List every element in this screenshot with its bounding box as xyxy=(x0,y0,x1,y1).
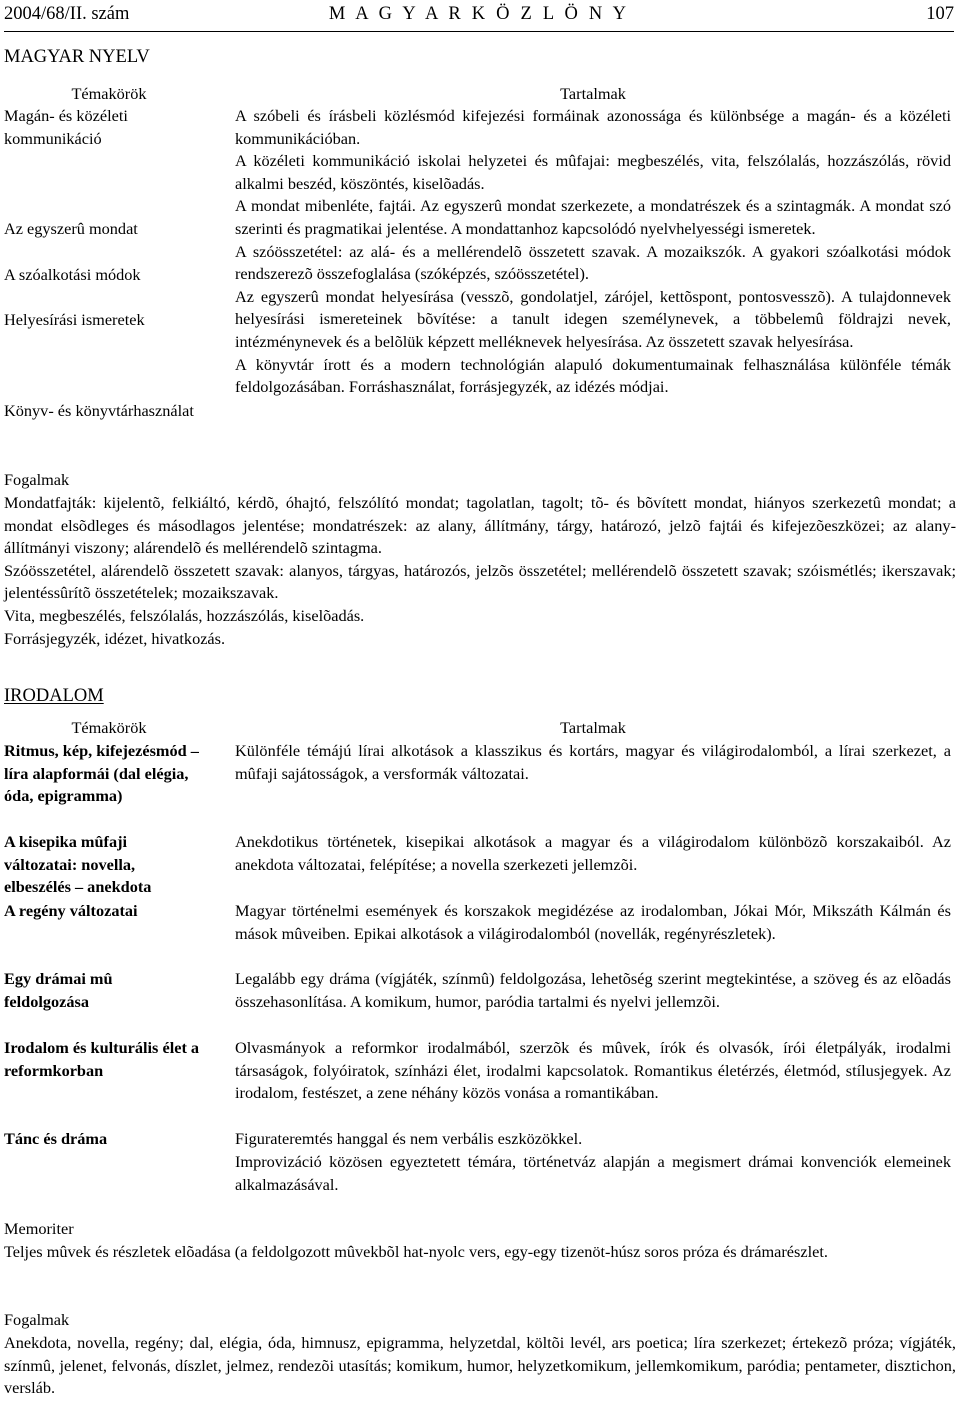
content-paragraph: A szóbeli és írásbeli közlésmód kifejezési formáinak azonossága és különbsége a magán- és a közéleti kommunikációban. xyxy=(235,106,951,148)
col-head-contents-irodalom: Tartalmak xyxy=(560,718,626,737)
col-head-contents-magyar: Tartalmak xyxy=(560,84,626,103)
topic-item: Ritmus, kép, kifejezésmód – líra alapformái (dal elégia, óda, epigramma) xyxy=(4,741,199,806)
content-paragraph: Olvasmányok a reformkor irodalmából, szerzõk és mûvek, írók és olvasók, írói életpályák, irodalmi társaságok, folyóiratok, színházi élet, irodalmi kapcsolatok. Romantikus életérzés, életmód, stílusjegyek. Az irodalom, festészet, a zene néhány közös vonása a romantikában. xyxy=(235,1038,951,1103)
topic-item: Irodalom és kulturális élet a reformkorban xyxy=(4,1038,200,1080)
content-paragraph: Különféle témájú lírai alkotások a klasszikus és kortárs, magyar és világirodalomból, a lírai szerkezet, a mûfaji sajátosságok, a versformák változatai. xyxy=(235,741,951,783)
content-paragraph: A mondat mibenléte, fajtái. Az egyszerû mondat szerkezete, a mondatrészek és a szintagmák. A mondat szó szerinti és pragmatikai jelentése. A mondattanhoz kapcsolódó nyelvhelyességi ismeretek. xyxy=(235,196,951,238)
col-head-topics-irodalom: Témakörök xyxy=(71,718,147,737)
col-head-topics-magyar: Témakörök xyxy=(71,84,147,103)
content-paragraph: Legalább egy dráma (vígjáték, színmû) feldolgozása, lehetõség szerint megtekintése, a szöveg és az elõadás összehasonlítása. A komikum, humor, paródia tartalmi és nyelvi jellemzõi. xyxy=(235,969,951,1011)
page-number: 107 xyxy=(926,4,954,24)
fogalmak-label-magyar: Fogalmak xyxy=(4,470,70,489)
topic-item: A kisepika mûfaji változatai: novella, elbeszélés – anekdota xyxy=(4,832,152,897)
content-paragraph: Improvizáció közösen egyeztetett témára, történetváz alapján a megismert drámai konvenciók elemeinek alkalmazásával. xyxy=(235,1152,951,1194)
topic-item: Egy drámai mû feldolgozása xyxy=(4,969,113,1011)
content-paragraph: Magyar történelmi események és korszakok megidézése az irodalomban, Jókai Mór, Mikszáth Kálmán és mások mûveiben. Epikai alkotások a világirodalomból (novellák, regényrészletek). xyxy=(235,901,951,943)
topic-item: A regény változatai xyxy=(4,901,138,920)
topic-item: Helyesírási ismeretek xyxy=(4,310,145,329)
fogalmak-paragraph: Szóösszetétel, alárendelõ összetett szavak: alanyos, tárgyas, határozós, jelzõs összetétel; mellérendelõ összetett szavak; szóismétlés; ikerszavak; jelentéssûrítõ összetételek; mozaikszavak. xyxy=(4,560,956,603)
header-rule xyxy=(4,31,954,32)
fogalmak-label-irodalom: Fogalmak xyxy=(4,1310,70,1329)
topic-item: Tánc és dráma xyxy=(4,1129,108,1148)
content-paragraph: A könyvtár írott és a modern technológián alapuló dokumentumainak felhasználása különféle témák feldolgozásában. Forráshasználat, forrásjegyzék, az idézés módjai. xyxy=(235,354,951,397)
topic-item: Magán- és közéleti kommunikáció xyxy=(4,106,128,148)
content-paragraph: A szóösszetétel: az alá- és a mellérendelõ összetett szavak. A mozaikszók. A gyakori szóalkotási módok rendszerezõ összefoglalása (szóképzés, szóösszetétel). xyxy=(235,241,951,284)
journal-title: M A G Y A R K Ö Z L Ö N Y xyxy=(328,4,630,24)
fogalmak-paragraph: Vita, megbeszélés, felszólalás, hozzászólás, kiselõadás. xyxy=(4,605,365,625)
section-title-irodalom: IRODALOM xyxy=(4,686,104,706)
content-paragraph: Figurateremtés hanggal és nem verbális eszközökkel. xyxy=(235,1129,583,1148)
contents-list-magyar xyxy=(235,105,951,399)
section-title-magyar: MAGYAR NYELV xyxy=(4,47,150,67)
fogalmak-paragraph: Forrásjegyzék, idézet, hivatkozás. xyxy=(4,628,226,648)
fogalmak-paragraph: Mondatfajták: kijelentõ, felkiáltó, kérdõ, óhajtó, felszólító mondat; tagolatlan, tagolt; tõ- és bõvített mondat, hiányos szerkezetû mondat; a mondat elsõdleges és másodlagos jelentése; mondatrészek: az alany, állítmány, tárgy, határozó, jelzõ fajtái és kifejezõeszközei; az alany-állítmányi viszony; alárendelõ és mellérendelõ szintagma. xyxy=(4,493,956,558)
memoriter-label: Memoriter xyxy=(4,1219,74,1238)
memoriter-text: Teljes mûvek és részletek elõadása (a feldolgozott mûvekbõl hat-nyolc vers, egy-egy tizenöt-húsz soros próza és drámarészlet. xyxy=(4,1242,828,1261)
fogalmak-text-irodalom: Anekdota, novella, regény; dal, elégia, óda, himnusz, epigramma, helyzetdal, költõi levél, ars poetica; líra szerkezet; értekezõ próza; vígjáték, színmû, jelenet, felvonás, díszlet, jelmez, rendezõi utasítás; komikum, humor, helyzetkomikum, jellemkomikum, paródia; pentameter, disztichon, versláb. xyxy=(4,1333,956,1398)
content-paragraph: Az egyszerû mondat helyesírása (vesszõ, gondolatjel, zárójel, kettõspont, pontosvesszõ). A tulajdonnevek helyesírási ismereteinek bõvítése: a tanult idegen személynevek, a többelemû földrajzi nevek, intézménynevek és a belõlük képzett melléknevek helyesírása. Az összetett szavak helyesírása. xyxy=(235,286,951,351)
issue-number: 2004/68/II. szám xyxy=(4,4,130,24)
content-paragraph: A közéleti kommunikáció iskolai helyzetei és mûfajai: megbeszélés, vita, felszólalás, hozzászólás, rövid alkalmi beszéd, köszöntés, kiselõadás. xyxy=(235,151,951,193)
page-header xyxy=(4,2,954,26)
fogalmak-text-magyar xyxy=(4,492,956,650)
topic-item: A szóalkotási módok xyxy=(4,265,141,284)
topic-item: Az egyszerû mondat xyxy=(4,219,138,238)
content-paragraph: Anekdotikus történetek, kisepikai alkotások a magyar és a világirodalom különbözõ korszakaiból. Az anekdota változatai, felépítése; a novella szerkezeti jellemzõi. xyxy=(235,832,951,874)
topic-item: Könyv- és könyvtárhasználat xyxy=(4,401,194,420)
